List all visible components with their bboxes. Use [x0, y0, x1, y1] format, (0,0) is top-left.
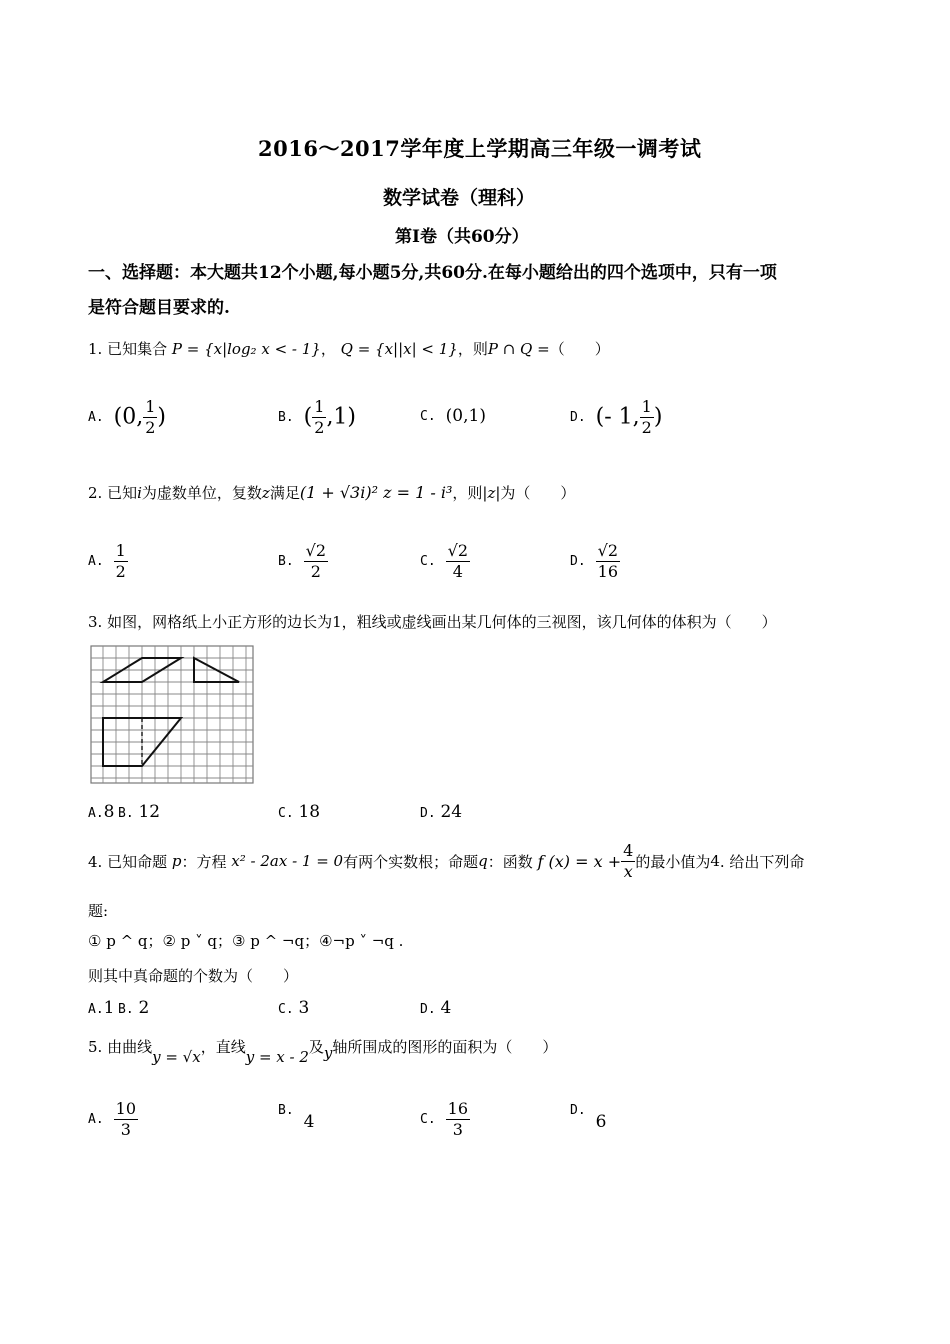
fraction-denominator: 16	[597, 561, 619, 581]
q1-paren: （ ）	[549, 340, 610, 358]
q1-prefix: 1. 已知集合	[88, 340, 168, 358]
option-label: A.	[88, 409, 104, 425]
option-label: D.	[420, 806, 436, 821]
option-label: B.	[278, 409, 294, 425]
fraction-numerator: 1	[145, 397, 156, 416]
option-label: B.	[118, 806, 134, 821]
q1-set-q: Q = {x||x| < 1}	[340, 340, 458, 358]
option-value: 6	[595, 1112, 607, 1132]
option-label: C.	[420, 408, 436, 424]
q5-end: 轴所围成的图形的面积为（ ）	[332, 1038, 558, 1056]
option-value: 8	[103, 802, 115, 822]
option-value: 12	[138, 802, 161, 822]
q5-prefix: 5. 由曲线	[88, 1038, 153, 1056]
q2-formula: (1 + √3i)² z = 1 - i³	[299, 483, 453, 502]
q4-prefix: 4. 已知命题	[88, 852, 168, 871]
section-instruction-line1: 一、选择题：本大题共12个小题,每小题5分,共60分.在每小题给出的四个选项中，只有一项	[88, 263, 777, 283]
q3-option-b[interactable]	[118, 802, 160, 822]
q4-option-d[interactable]	[420, 998, 451, 1018]
option-label: D.	[570, 409, 586, 425]
option-fraction	[640, 398, 654, 436]
fraction-denominator: x	[623, 861, 633, 881]
question-4	[88, 842, 804, 880]
option-value: 4	[303, 1112, 315, 1132]
fraction-denominator: 2	[314, 417, 325, 437]
option-label: D.	[420, 1002, 436, 1017]
option-label: C.	[420, 1111, 436, 1127]
q5-option-d[interactable]	[570, 1100, 607, 1132]
q4-mid4: 的最小值为	[635, 852, 711, 871]
q3-option-d[interactable]	[420, 802, 462, 822]
q2-end: 为（ ）	[500, 484, 576, 502]
q5-option-b[interactable]	[278, 1100, 315, 1132]
q2-prefix: 2. 已知	[88, 484, 138, 502]
option-fraction	[143, 398, 157, 436]
q5-option-c[interactable]	[420, 1100, 470, 1138]
fraction-numerator: 1	[314, 397, 325, 416]
section-instruction-line2: 是符合题目要求的.	[88, 298, 230, 318]
fraction-numerator: 1	[115, 541, 126, 560]
q2-mid2: 满足	[269, 484, 300, 502]
q4-min-value: 4	[710, 852, 720, 871]
option-right: )	[157, 404, 167, 430]
volume-label: 第Ⅰ卷（共60分）	[395, 227, 529, 247]
q1-option-d[interactable]	[570, 398, 662, 436]
option-fraction	[312, 398, 326, 436]
q4-mid3: ：函数	[487, 852, 533, 871]
fraction-denominator: 3	[452, 1119, 463, 1139]
option-label: C.	[278, 1002, 294, 1017]
option-label: B.	[278, 553, 294, 569]
q3-option-a[interactable]	[88, 802, 114, 822]
fraction-denominator: 2	[145, 417, 156, 437]
q2-option-a[interactable]	[88, 542, 128, 580]
q2-z: z	[261, 484, 270, 502]
q2-option-d[interactable]	[570, 542, 620, 580]
fraction-denominator: 2	[115, 561, 126, 581]
fraction-numerator: √2	[447, 541, 469, 560]
q5-line: y = x - 2	[245, 1048, 309, 1066]
option-label: B.	[118, 1002, 134, 1017]
q4-equation: x² - 2ax - 1 = 0	[231, 852, 344, 871]
q4-fraction	[621, 842, 635, 880]
q4-mid2: 有两个实数根；命题	[343, 852, 479, 871]
fraction-numerator: √2	[305, 541, 327, 560]
option-label: D.	[570, 1102, 586, 1118]
fraction-numerator: 4	[623, 841, 634, 860]
option-value: 18	[298, 802, 321, 822]
q4-option-c[interactable]	[278, 998, 309, 1018]
q4-continuation: 题:	[88, 902, 109, 920]
q1-option-c[interactable]	[420, 406, 486, 426]
option-right: )	[653, 404, 663, 430]
option-label: D.	[570, 553, 586, 569]
fraction-denominator: 3	[120, 1119, 131, 1139]
q4-propositions: ① p ^ q；② p ˅ q；③ p ^ ¬q；④¬p ˅ ¬q .	[88, 932, 404, 950]
q3-option-c[interactable]	[278, 802, 320, 822]
option-left: (	[303, 404, 313, 430]
q4-p: p	[171, 852, 182, 871]
q2-i: i	[137, 484, 142, 502]
three-view-figure	[90, 645, 255, 785]
fraction-numerator: √2	[597, 541, 619, 560]
option-fraction	[446, 1100, 470, 1138]
option-label: A.	[88, 806, 104, 821]
option-label: A.	[88, 553, 104, 569]
q2-option-b[interactable]	[278, 542, 328, 580]
q4-q: q	[478, 852, 488, 871]
fraction-numerator: 10	[115, 1099, 137, 1118]
fraction-numerator: 16	[447, 1099, 469, 1118]
q2-mid3: ，则	[452, 484, 483, 502]
q1-option-a[interactable]	[88, 398, 166, 436]
q1-then: ，则	[457, 340, 488, 358]
q1-expr: P ∩ Q =	[487, 340, 550, 358]
exam-title: 2016～2017学年度上学期高三年级一调考试	[258, 136, 702, 161]
question-2	[88, 482, 575, 503]
q4-option-b[interactable]	[118, 998, 149, 1018]
option-left: (- 1,	[595, 404, 640, 430]
fraction-denominator: 2	[310, 561, 321, 581]
option-value: (0,1)	[445, 406, 486, 426]
q5-mid1: ，直线	[200, 1038, 246, 1056]
option-label: C.	[420, 553, 436, 569]
q2-mid1: 为虚数单位，复数	[141, 484, 262, 502]
option-value: 3	[298, 998, 310, 1018]
option-label: A.	[88, 1002, 104, 1017]
fraction-denominator: 4	[452, 561, 463, 581]
q5-mid2: 及	[308, 1038, 324, 1056]
option-fraction	[596, 542, 620, 580]
q1-set-p: P = {x|log₂ x < - 1}	[171, 340, 321, 358]
option-value: 2	[138, 998, 150, 1018]
fraction-numerator: 1	[641, 397, 652, 416]
option-fraction	[304, 542, 328, 580]
q4-function: f (x) = x +	[537, 851, 622, 871]
fraction-denominator: 2	[641, 417, 652, 437]
q5-option-a[interactable]	[88, 1100, 138, 1138]
question-3: 3. 如图，网格纸上小正方形的边长为1，粗线或虚线画出某几何体的三视图，该几何体的体积为（ ）	[88, 613, 777, 631]
figure-border	[91, 646, 253, 783]
option-left: (0,	[113, 404, 144, 430]
option-value: 24	[440, 802, 463, 822]
q1-sep: ，	[320, 340, 336, 358]
q2-abs: |z|	[482, 484, 501, 502]
option-value: 4	[440, 998, 452, 1018]
q4-ask: 则其中真命题的个数为（ ）	[88, 967, 299, 985]
exam-subtitle: 数学试卷（理科）	[383, 187, 536, 209]
q1-option-b[interactable]	[278, 398, 356, 436]
option-fraction	[114, 1100, 138, 1138]
option-label: A.	[88, 1111, 104, 1127]
option-fraction	[114, 542, 128, 580]
question-5	[88, 1036, 558, 1066]
option-value: 1	[103, 998, 115, 1018]
option-fraction	[446, 542, 470, 580]
option-label: B.	[278, 1102, 294, 1118]
question-1	[88, 338, 610, 359]
option-label: C.	[278, 806, 294, 821]
q4-end: . 给出下列命	[719, 852, 805, 871]
q5-axis: y	[323, 1044, 333, 1062]
q2-option-c[interactable]	[420, 542, 470, 580]
q4-option-a[interactable]	[88, 998, 114, 1018]
q5-curve: y = √x	[152, 1048, 201, 1066]
q4-mid1: ：方程	[181, 852, 227, 871]
option-right: ,1)	[326, 404, 357, 430]
